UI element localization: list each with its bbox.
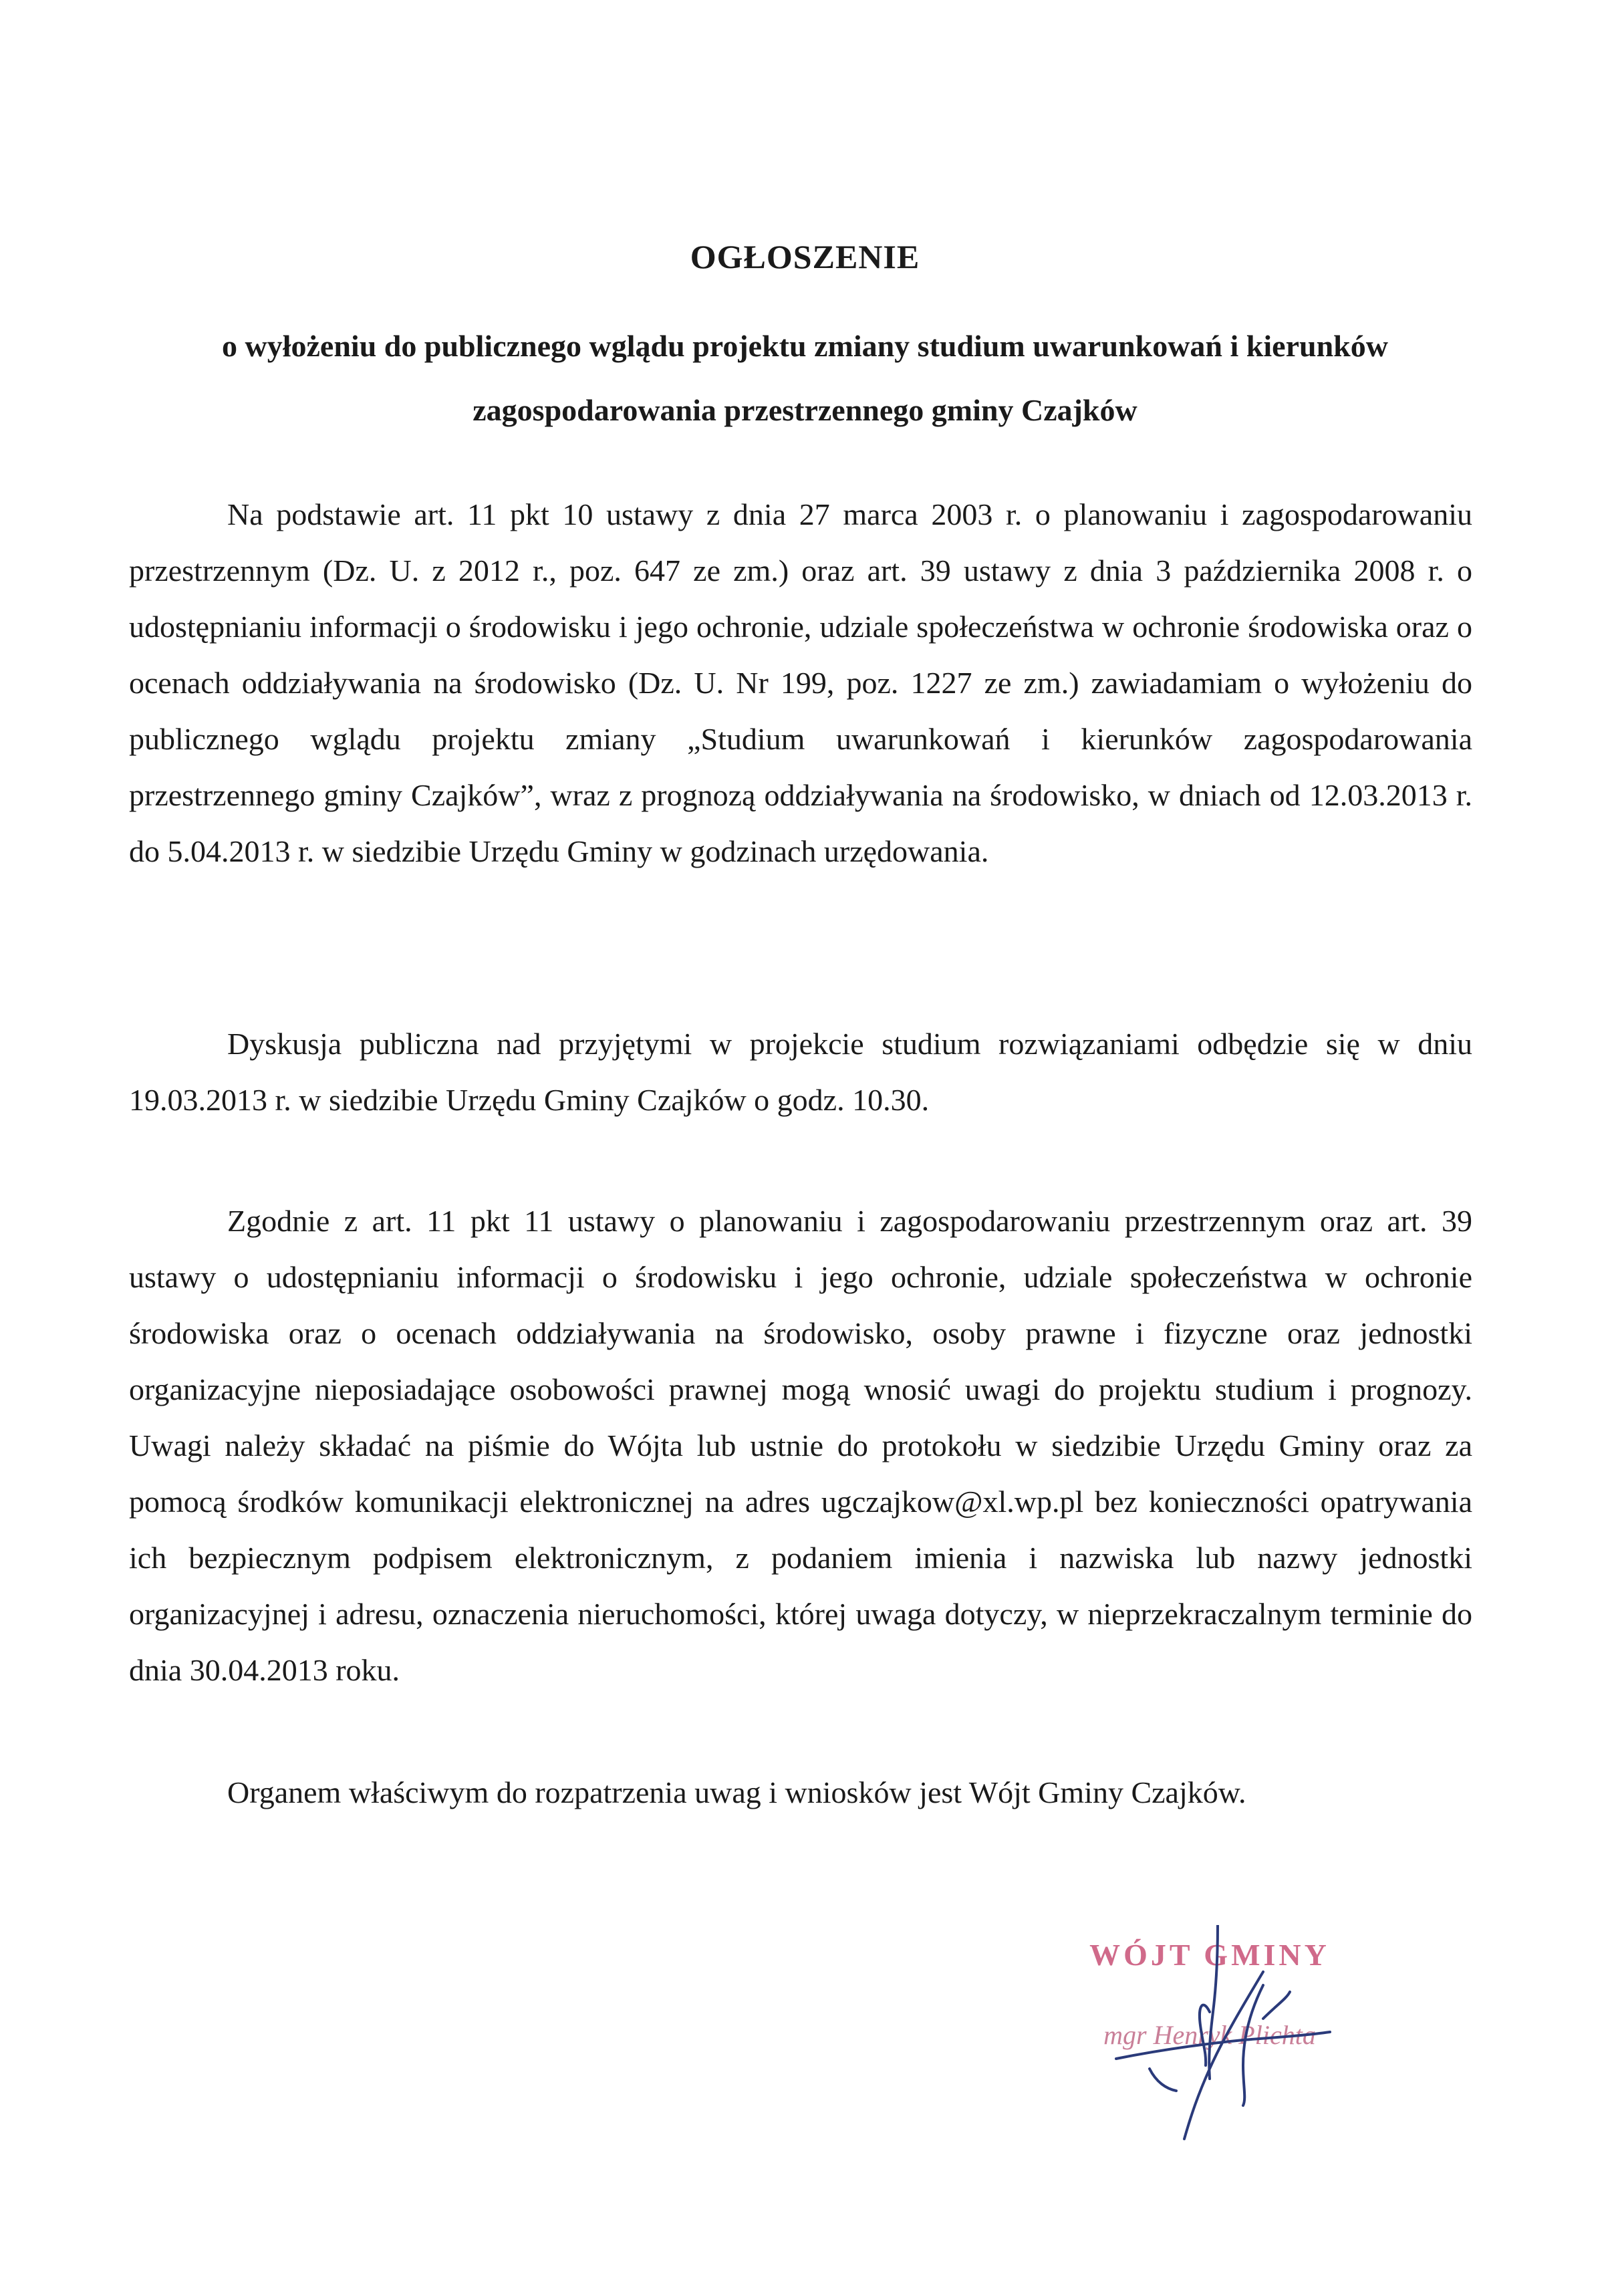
handwritten-signature (1043, 1925, 1363, 2146)
document-subtitle: o wyłożeniu do publicznego wglądu projektu zmiany studium uwarunkowań i kierunków zagospodarowania przestrzennego gminy Czajków (222, 329, 1388, 427)
paragraph-comments-procedure: Zgodnie z art. 11 pkt 11 ustawy o planowaniu i zagospodarowaniu przestrzennym oraz art. 39 ustawy o udostępnianiu informacji o środowisku i jego ochronie, udziale społeczeństwa w ochronie środowiska oraz o ocenach oddziaływania na środowisko, osoby prawne i fizyczne oraz jednostki organizacyjne nieposiadające osobowości prawnej mogą wnosić uwagi do projektu studium i prognozy. Uwagi należy składać na piśmie do Wójta lub ustnie do protokołu w siedzibie Urzędu Gminy oraz za pomocą środków komunikacji elektronicznej na adres ugczajkow@xl.wp.pl bez konieczności opatrywania ich bezpiecznym podpisem elektronicznym, z podaniem imienia i nazwiska lub nazwy jednostki organizacyjnej i adresu, oznaczenia nieruchomości, której uwaga dotyczy, w nieprzekraczalnym terminie do dnia 30.04.2013 roku. (129, 1204, 1472, 1687)
paragraph-competent-authority: Organem właściwym do rozpatrzenia uwag i wniosków jest Wójt Gminy Czajków. (227, 1775, 1246, 1809)
paragraph-public-discussion: Dyskusja publiczna nad przyjętymi w projekcie studium rozwiązaniami odbędzie się w dniu 19.03.2013 r. w siedzibie Urzędu Gminy Czajków o godz. 10.30. (129, 1027, 1472, 1117)
paragraph-legal-basis: Na podstawie art. 11 pkt 10 ustawy z dnia 27 marca 2003 r. o planowaniu i zagospodarowaniu przestrzennym (Dz. U. z 2012 r., poz. 647 ze zm.) oraz art. 39 ustawy z dnia 3 października 2008 r. o udostępnianiu informacji o środowisku i jego ochronie, udziale społeczeństwa w ochronie środowiska oraz o ocenach oddziaływania na środowisko (Dz. U. Nr 199, poz. 1227 ze zm.) zawiadamiam o wyłożeniu do publicznego wglądu projektu zmiany „Studium uwarunkowań i kierunków zagospodarowania przestrzennego gminy Czajków”, wraz z prognozą oddziaływania na środowisko, w dniach od 12.03.2013 r. do 5.04.2013 r. w siedzibie Urzędu Gminy w godzinach urzędowania. (129, 497, 1472, 868)
stamp-title: WÓJT GMINY (1089, 1938, 1330, 1972)
stamp-name: mgr Henryk Plichta (1103, 2020, 1316, 2050)
document-title: OGŁOSZENIE (690, 238, 920, 275)
